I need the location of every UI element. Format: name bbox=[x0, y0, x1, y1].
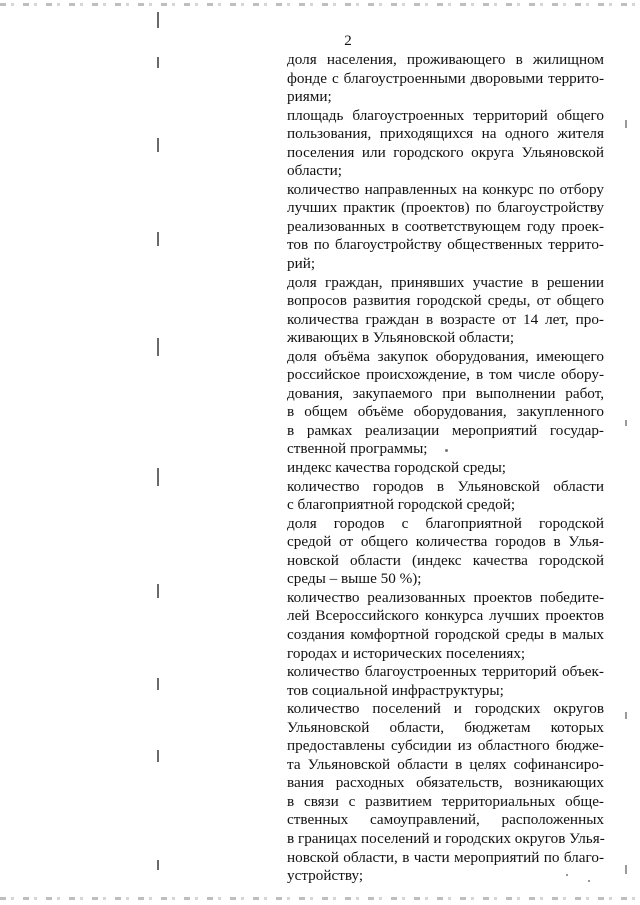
fold-mark bbox=[157, 138, 159, 152]
text-line: лей Всероссийского конкурса лучших проектов bbox=[287, 607, 604, 625]
fold-mark bbox=[157, 57, 159, 68]
text-line: количество направленных на конкурс по отбору bbox=[287, 180, 604, 198]
text-line: тов социальной инфраструктуры; bbox=[287, 681, 504, 699]
text-line: с благоприятной городской средой; bbox=[287, 496, 516, 514]
scan-edge-bottom bbox=[0, 897, 640, 900]
edge-mark bbox=[625, 420, 627, 426]
text-line: реализованных в соответствующем году проек- bbox=[287, 217, 604, 235]
text-line: риями; bbox=[287, 88, 332, 106]
text-line: средой от общего количества городов в Улья- bbox=[287, 533, 604, 551]
text-line: количество реализованных проектов победите- bbox=[287, 588, 604, 606]
text-line: среды – выше 50 %); bbox=[287, 570, 422, 588]
text-line: доля объёма закупок оборудования, имеющего bbox=[287, 347, 604, 365]
text-line: ственной программы; bbox=[287, 440, 428, 458]
text-line: поселения или городского округа Ульяновской bbox=[287, 143, 604, 161]
text-line: новской области, в части мероприятий по благо- bbox=[287, 848, 604, 866]
text-line: тов по благоустройству общественных террито- bbox=[287, 236, 604, 254]
edge-mark bbox=[625, 712, 627, 719]
text-line: фонде с благоустроенными дворовыми террито- bbox=[287, 69, 604, 87]
text-line: устройству; bbox=[287, 867, 364, 885]
text-line: предоставлены субсидии из областного бюдже- bbox=[287, 737, 604, 755]
text-line: в рамках реализации мероприятий государ- bbox=[287, 421, 604, 439]
text-line: новской области (индекс качества городской bbox=[287, 551, 604, 569]
text-line: российское происхождение, в том числе обору- bbox=[287, 366, 604, 384]
text-line: живающих в Ульяновской области; bbox=[287, 329, 515, 347]
fold-mark bbox=[157, 232, 159, 246]
fold-mark bbox=[157, 338, 159, 356]
fold-mark bbox=[157, 468, 159, 486]
fold-mark bbox=[157, 750, 159, 762]
text-line: в общем объёме оборудования, закупленного bbox=[287, 403, 604, 421]
fold-mark bbox=[157, 678, 159, 690]
text-line: в границах поселений и городских округов Улья- bbox=[287, 829, 605, 847]
page-number: 2 bbox=[344, 33, 352, 49]
text-line: вопросов развития городской среды, от общего bbox=[287, 292, 604, 310]
body-text bbox=[287, 51, 604, 886]
text-line: рий; bbox=[287, 255, 316, 273]
text-line: создания комфортной городской среды в малых bbox=[287, 625, 604, 643]
text-line: площадь благоустроенных территорий общего bbox=[287, 106, 604, 124]
edge-mark bbox=[625, 120, 627, 128]
text-line: количество благоустроенных территорий объек- bbox=[287, 663, 604, 681]
text-line: количества граждан в возрасте от 14 лет, про- bbox=[287, 310, 604, 328]
scan-edge-top bbox=[0, 3, 640, 6]
text-line: та Ульяновской области в целях софинансиро- bbox=[287, 755, 604, 773]
text-line: пользования, приходящихся на одного жителя bbox=[287, 125, 604, 143]
text-line: доля населения, проживающего в жилищном bbox=[287, 51, 604, 68]
text-line: дования, закупаемого при выполнении работ, bbox=[287, 384, 604, 402]
edge-mark bbox=[625, 865, 627, 874]
text-line: Ульяновской области, бюджетам которых bbox=[287, 718, 604, 736]
text-line: индекс качества городской среды; bbox=[287, 459, 507, 477]
text-line: количество поселений и городских округов bbox=[287, 700, 604, 718]
text-line: городах и исторических поселениях; bbox=[287, 644, 526, 662]
text-line: доля городов с благоприятной городской bbox=[287, 514, 604, 532]
fold-mark bbox=[157, 584, 159, 598]
text-line: количество городов в Ульяновской области bbox=[287, 477, 604, 495]
fold-mark bbox=[157, 12, 159, 28]
fold-mark bbox=[157, 860, 159, 870]
text-line: ственных самоуправлений, расположенных bbox=[287, 811, 604, 829]
text-line: в связи с развитием территориальных обще- bbox=[287, 792, 604, 810]
text-line: доля граждан, принявших участие в решении bbox=[287, 273, 604, 291]
text-line: лучших практик (проектов) по благоустройству bbox=[287, 199, 604, 217]
text-line: вания расходных обязательств, возникающих bbox=[287, 774, 604, 792]
text-line: области; bbox=[287, 162, 342, 180]
